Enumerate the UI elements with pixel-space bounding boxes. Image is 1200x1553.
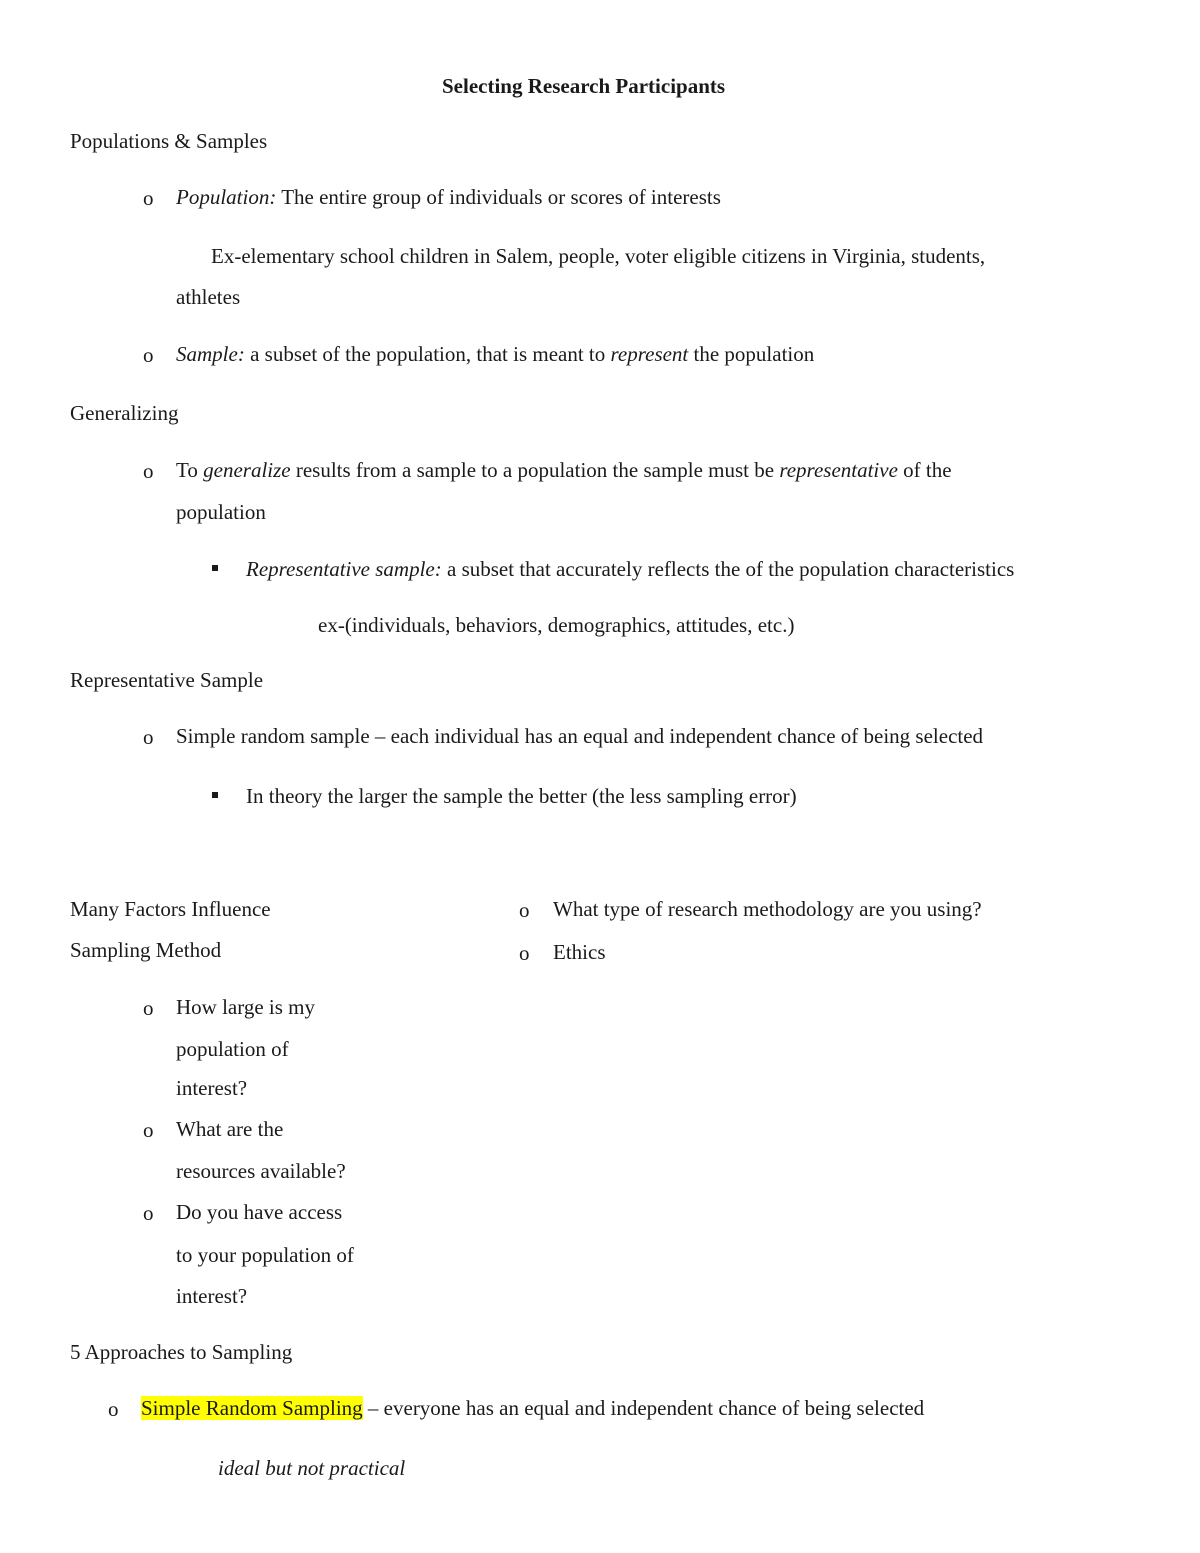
note-emphasis: ideal but not practical: [218, 1456, 406, 1480]
sample-definition: [176, 344, 814, 365]
square-bullet-icon: [212, 565, 218, 571]
bullet-marker: o: [143, 725, 154, 749]
factor-question-3: to your population of: [176, 1243, 354, 1267]
generalize-text: of the: [897, 458, 952, 482]
population-def-text: The entire group of individuals or scores of interests: [276, 185, 721, 209]
factor-question-2: resources available?: [176, 1159, 346, 1183]
bullet-marker: o: [519, 898, 530, 922]
section-heading-approaches: 5 Approaches to Sampling: [70, 1340, 293, 1364]
bullet-marker: o: [143, 996, 154, 1020]
factor-question-1: interest?: [176, 1076, 248, 1100]
bullet-marker: o: [143, 1201, 154, 1225]
highlighted-term: Simple Random Sampling: [141, 1396, 363, 1420]
factor-question-1: population of: [176, 1037, 289, 1061]
population-example-line2: athletes: [176, 285, 241, 309]
factor-question-2: What are the: [176, 1117, 284, 1141]
population-term: Population:: [176, 185, 277, 209]
bullet-marker: o: [143, 186, 154, 210]
bullet-marker: o: [519, 941, 530, 965]
population-definition: [176, 187, 721, 208]
section-heading-representative-sample: Representative Sample: [70, 668, 264, 692]
representative-sample-term: Representative sample:: [246, 557, 442, 581]
section-heading-generalizing: Generalizing: [70, 401, 179, 425]
simple-random-sample-item: Simple random sample – each individual has an equal and independent chance of being selected: [176, 724, 984, 748]
generalize-emphasis: generalize: [203, 458, 291, 482]
factors-heading-line2: Sampling Method: [70, 938, 222, 962]
generalize-text: results from a sample to a population the sample must be: [290, 458, 780, 482]
representative-example: ex-(individuals, behaviors, demographics, attitudes, etc.): [318, 613, 795, 637]
bullet-marker: o: [143, 459, 154, 483]
factor-question-4: What type of research methodology are you using?: [553, 897, 982, 921]
factor-question-1: How large is my: [176, 995, 316, 1019]
page-title: Selecting Research Participants: [442, 74, 726, 98]
representative-sample-definition: [246, 559, 1014, 580]
generalize-text: To: [176, 458, 204, 482]
sample-def-emphasis: represent: [610, 342, 689, 366]
sample-def-text-end: the population: [688, 342, 815, 366]
section-heading-populations: Populations & Samples: [70, 129, 268, 153]
bullet-marker: o: [143, 343, 154, 367]
bullet-marker: o: [143, 1118, 154, 1142]
factor-question-3: Do you have access: [176, 1200, 343, 1224]
generalize-line1: [176, 460, 952, 481]
factors-heading-line1: Many Factors Influence: [70, 897, 271, 921]
sample-size-note: In theory the larger the sample the better (the less sampling error): [246, 784, 797, 808]
representative-emphasis: representative: [779, 458, 898, 482]
simple-random-sampling-desc: – everyone has an equal and independent chance of being selected: [362, 1396, 925, 1420]
simple-random-sampling-item: [141, 1398, 924, 1419]
bullet-marker: o: [108, 1397, 119, 1421]
generalize-line2: population: [176, 500, 266, 524]
sample-def-text: a subset of the population, that is meant to: [244, 342, 611, 366]
population-example-line1: Ex-elementary school children in Salem, people, voter eligible citizens in Virginia, students,: [211, 244, 986, 268]
factor-question-3: interest?: [176, 1284, 248, 1308]
square-bullet-icon: [212, 792, 218, 798]
factor-question-5: Ethics: [553, 940, 606, 964]
simple-random-sampling-note: [218, 1458, 405, 1479]
sample-term: Sample:: [176, 342, 245, 366]
representative-sample-def: a subset that accurately reflects the of the population characteristics: [441, 557, 1015, 581]
